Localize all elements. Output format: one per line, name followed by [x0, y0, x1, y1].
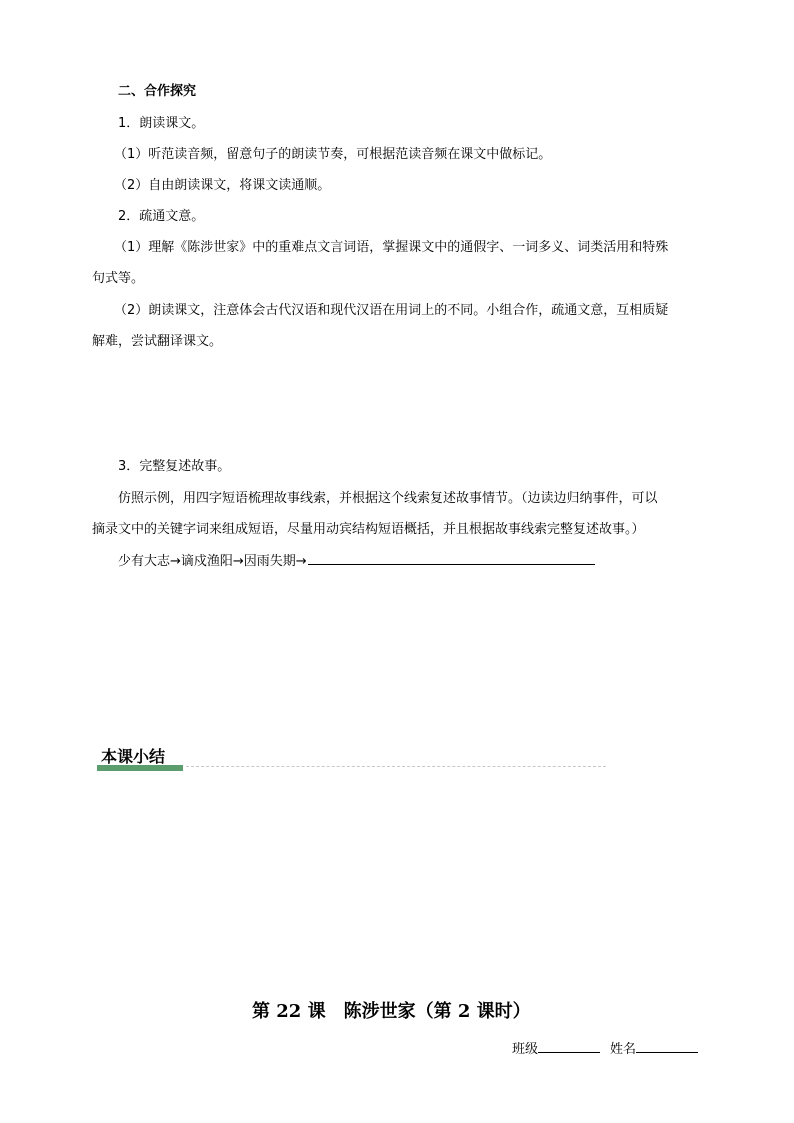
item-2-title: 2．疏通文意。: [118, 209, 205, 224]
name-field[interactable]: [636, 1040, 698, 1053]
item-3-desc-line-2: 摘录文中的关键字词来组成短语，尽量用动宾结构短语概括，并且根据故事线索完整复述故事。）: [92, 522, 645, 537]
class-label: 班级: [512, 1042, 539, 1057]
name-label: 姓名: [610, 1042, 637, 1057]
item-1-sub-1: （1）听范读音频，留意句子的朗读节奏，可根据范读音频在课文中做标记。: [114, 147, 552, 162]
section-heading: 二、合作探究: [118, 84, 197, 99]
item-1-title: 1．朗读课文。: [118, 116, 205, 131]
item-3-title: 3．完整复述故事。: [118, 459, 231, 474]
item-3-desc-line-1: 仿照示例，用四字短语梳理故事线索，并根据这个线索复述故事情节。（边读边归纳事件，可以: [118, 491, 658, 506]
lesson-title: 第 22 课 陈涉世家（第 2 课时）: [252, 1001, 531, 1022]
story-chain-answer-line[interactable]: [308, 552, 595, 565]
item-2-sub-1-line-1: （1）理解《陈涉世家》中的重难点文言词语，掌握课文中的通假字、一词多义、词类活用和特殊: [114, 240, 669, 255]
item-2-sub-2-line-1: （2）朗读课文，注意体会古代汉语和现代汉语在用词上的不同。小组合作，疏通文意，互相质疑: [114, 303, 669, 318]
item-1-sub-2: （2）自由朗读课文，将课文读通顺。: [114, 178, 331, 193]
item-2-sub-1-line-2: 句式等。: [92, 271, 145, 286]
summary-heading-text: 本课小结: [101, 747, 166, 766]
story-chain-example: 少有大志→谪戍渔阳→因雨失期→: [118, 554, 307, 569]
item-3-example: [118, 552, 595, 571]
item-2-sub-2-line-2: 解难，尝试翻译课文。: [92, 334, 223, 349]
student-info: [512, 1040, 698, 1059]
class-field[interactable]: [538, 1040, 600, 1053]
summary-divider: [186, 766, 606, 767]
